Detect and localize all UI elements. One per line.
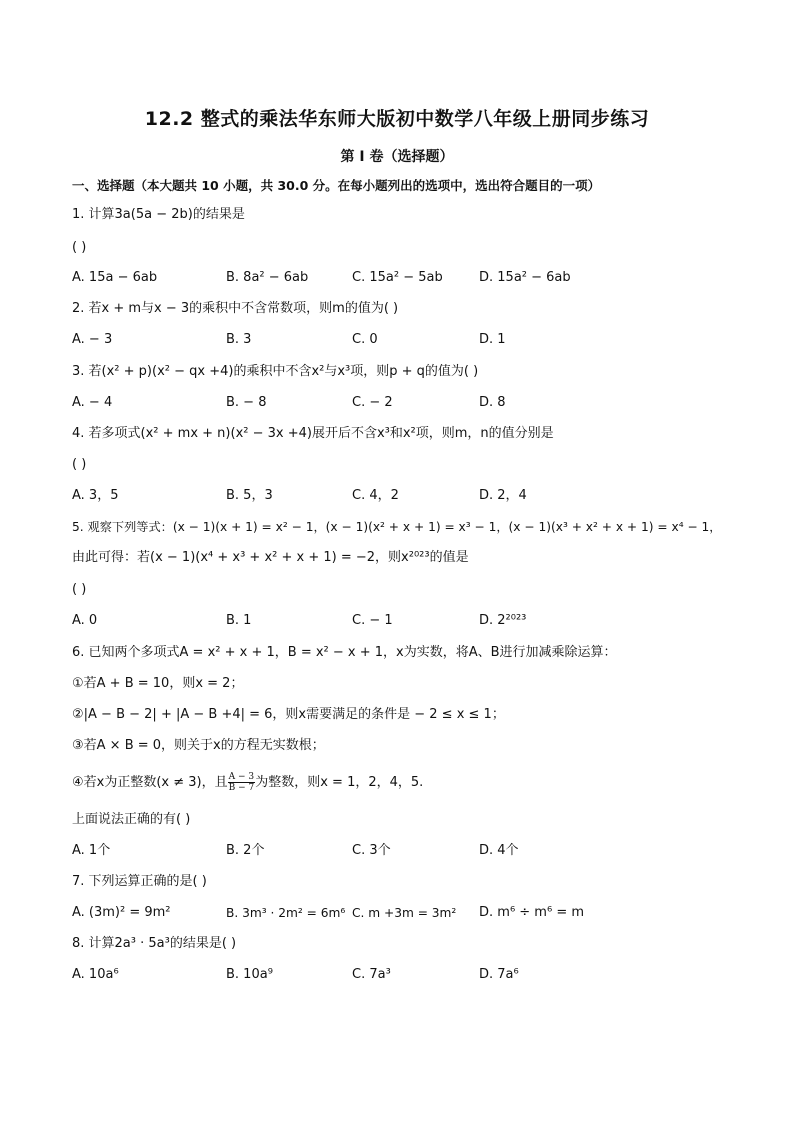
question-6-option-b: B. 2个 — [226, 843, 265, 858]
question-6-statement-3: ③若A × B = 0，则关于x的方程无实数根； — [72, 738, 325, 753]
volume-subtitle: 第 I 卷（选择题） — [340, 149, 454, 165]
question-6-statement-4-lead: ④若x为正整数(x ≠ 3)，且 — [72, 775, 228, 790]
question-4-option-b: B. 5，3 — [226, 488, 273, 503]
question-5-option-c: C. − 1 — [352, 613, 393, 628]
question-3-option-a: A. − 4 — [72, 395, 113, 410]
question-6-option-c: C. 3个 — [352, 843, 391, 858]
question-2-option-c: C. 0 — [352, 332, 378, 347]
question-1-blank: ( ) — [72, 240, 87, 255]
section-heading: 一、选择题（本大题共 10 小题，共 30.0 分。在每小题列出的选项中，选出符合题目的一项） — [72, 178, 601, 193]
question-6-statement-2: ②|A − B − 2| + |A − B +4| = 6，则x需要满足的条件是 − 2 ≤ x ≤ 1； — [72, 707, 505, 722]
question-3-option-c: C. − 2 — [352, 395, 393, 410]
question-8-option-a: A. 10a⁶ — [72, 967, 119, 982]
question-8-stem: 8. 计算2a³ · 5a³的结果是( ) — [72, 936, 237, 951]
question-6-fraction — [228, 772, 256, 793]
question-4-option-d: D. 2，4 — [479, 488, 527, 503]
question-7-option-b: B. 3m³ · 2m² = 6m⁶ — [226, 906, 346, 920]
fraction-numerator: A − 3 — [228, 772, 255, 782]
question-8-option-d: D. 7a⁶ — [479, 967, 519, 982]
question-7-stem: 7. 下列运算正确的是( ) — [72, 874, 207, 889]
question-1-option-b: B. 8a² − 6ab — [226, 270, 309, 285]
question-1-option-c: C. 15a² − 5ab — [352, 270, 443, 285]
question-3-option-b: B. − 8 — [226, 395, 267, 410]
question-1-option-a: A. 15a − 6ab — [72, 270, 158, 285]
question-5-option-b: B. 1 — [226, 613, 252, 628]
question-5-option-a: A. 0 — [72, 613, 98, 628]
question-2-option-b: B. 3 — [226, 332, 252, 347]
question-3-stem: 3. 若(x² + p)(x² − qx +4)的乘积中不含x²与x³项，则p + q的值为( ) — [72, 364, 479, 379]
question-5-stem: 5. 观察下列等式：(x − 1)(x + 1) = x² − 1，(x − 1)(x² + x + 1) = x³ − 1，(x − 1)(x³ + x² + x + 1) = x⁴ − 1， — [72, 520, 722, 534]
question-6-statement-4 — [72, 772, 423, 793]
question-4-option-c: C. 4，2 — [352, 488, 399, 503]
question-2-stem: 2. 若x + m与x − 3的乘积中不含常数项，则m的值为( ) — [72, 301, 399, 316]
question-1-stem: 1. 计算3a(5a − 2b)的结果是 — [72, 207, 245, 222]
question-3-option-d: D. 8 — [479, 395, 506, 410]
question-6-stem: 6. 已知两个多项式A = x² + x + 1，B = x² − x + 1，x为实数，将A、B进行加减乘除运算： — [72, 645, 617, 660]
question-6-statement-4-tail: 为整数，则x = 1，2，4，5. — [255, 775, 424, 790]
question-4-stem: 4. 若多项式(x² + mx + n)(x² − 3x +4)展开后不含x³和x²项，则m，n的值分别是 — [72, 426, 554, 441]
question-2-option-a: A. − 3 — [72, 332, 113, 347]
question-7-option-d: D. m⁶ ÷ m⁶ = m — [479, 905, 585, 920]
question-8-option-c: C. 7a³ — [352, 967, 391, 982]
question-5-stem-continued: 由此可得：若(x − 1)(x⁴ + x³ + x² + x + 1) = −2，则x²⁰²³的值是 — [72, 550, 469, 565]
question-6-prompt: 上面说法正确的有( ) — [72, 812, 191, 827]
question-6-option-a: A. 1个 — [72, 843, 111, 858]
question-1-option-d: D. 15a² − 6ab — [479, 270, 571, 285]
question-4-option-a: A. 3，5 — [72, 488, 119, 503]
document-title: 12.2 整式的乘法华东师大版初中数学八年级上册同步练习 — [144, 108, 650, 130]
question-7-option-a: A. (3m)² = 9m² — [72, 905, 171, 920]
question-8-option-b: B. 10a⁹ — [226, 967, 273, 982]
question-5-option-d: D. 2²⁰²³ — [479, 613, 527, 628]
question-6-option-d: D. 4个 — [479, 843, 519, 858]
question-2-option-d: D. 1 — [479, 332, 506, 347]
question-4-blank: ( ) — [72, 457, 87, 472]
question-7-option-c: C. m +3m = 3m² — [352, 906, 457, 920]
question-5-blank: ( ) — [72, 582, 87, 597]
question-6-statement-1: ①若A + B = 10，则x = 2； — [72, 676, 244, 691]
fraction-denominator: B − 7 — [228, 783, 255, 793]
